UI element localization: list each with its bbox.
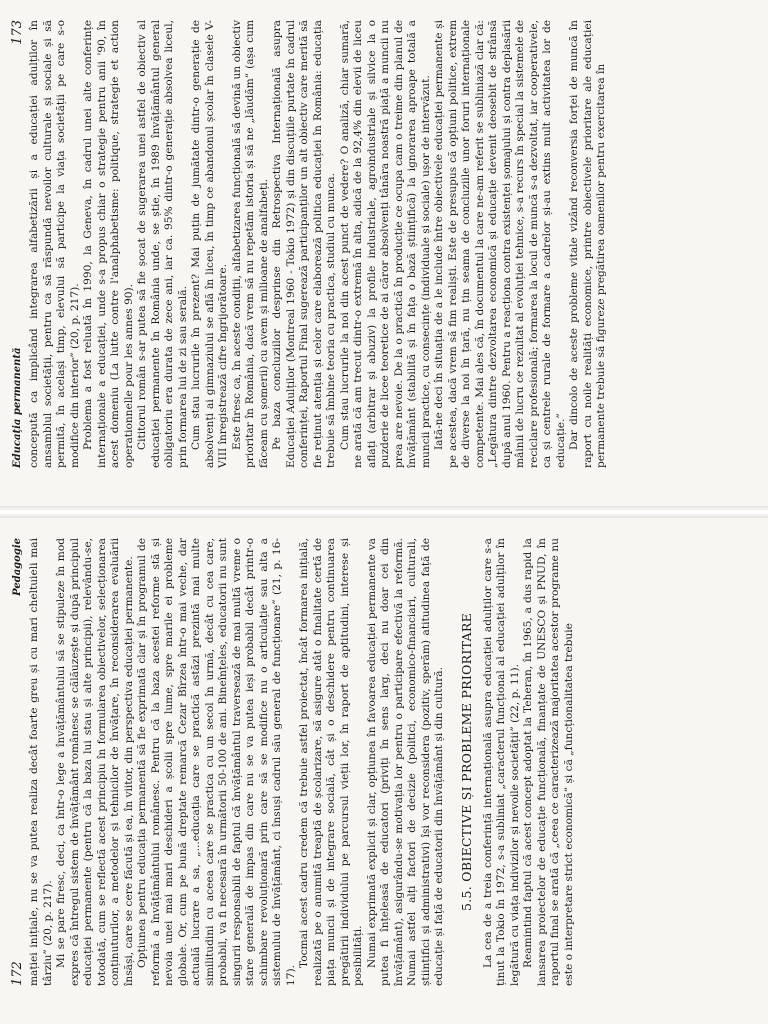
section-title: 5.5. OBIECTIVE ȘI PROBLEME PRIORITARE [458,613,474,912]
paragraph: Problema a fost reluată în 1990, la Geneva, în cadrul unei alte conferințe internaționale a educației, unde s-a propus chiar o strategie pentru anii '90, în acest domeniu (La lutte contre l'analphabetisme: politique, strategie et action operationnelle pour les annes 90). [82,20,135,468]
paragraph: Dar dincolo de aceste probleme vitale vizând reconversia forței de muncă în raport cu noile realități economice, printre obiectivele prioritare ale educației permanente trebuie să figureze pregătirea oamenilor pentru exercitarea în [568,20,607,468]
paragraph: Iată-ne deci în situația de a le include între obiectivele educației permanente și pe acestea, dacă vrem să fim realiști. Este de presupus că opțiuni politice, extrem de diverse la noi în țară, nu țin seama de concluziile unor foruri internaționale competente. Mai ales că, în documentul la care ne-am referit se subliniază clar că: „Legătura dintre dezvoltarea economică și educație devenit deosebit de strânsă după anul 1960. Pentru a reacționa contra existenței șomajului și contra deplasării mâinii de lucru ce rezultat al evoluției tehnice, s-a recurs în special la sistemele de reciclare profesională; formarea la locul de muncă s-a dezvoltat, iar cooperativele, ca și centrele rurale de formare a cadrelor și-au extins mult activitatea lor de educație.” [433,20,567,468]
paragraph: Cititorul român s-ar putea să fie șocat de sugerarea unei astfel de obiectiv al educației permanente în România unde, se știe, în 1989 învățământul general obligatoriu era durata de zece ani, iar ca. 95% dintr-o generație absolvea liceul, prin formarea lui de zi sau serală. [136,20,189,468]
paragraph: Mi se pare firesc, deci, ca într-o lege a învățământului să se stipuleze în mod expres că întregul sistem de învățământ românesc se călăuzește și după principiul educației permanente (pentru că la baza lui stau și alte principii), relevându-se, totodată, cum se reflectă acest principiu în formularea obiectivelor, selecționarea conținuturilor, a metodelor și tehnicilor de învățare, în reconsiderarea evaluării însăși, care se cere făcută și ea, în viitor, din perspectiva educației permanente. [55,538,135,986]
paragraph: La cea de a treia conferință internațională asupra educației adulților care s-a ținut la Tokio în 1972, s-a subliniat „caracterul funcțional al educației adulților în legătură cu viața indivizilor și nevoile societății” (22, p. 11). [481,538,521,986]
running-head: Educația permanentă [12,347,23,468]
paragraph: Opțiunea pentru educația permanentă să fie exprimată clar și în programul de reformă a învățământului românesc. Pentru că la baza acestei reforme stă și nevoia unei mai mari deschideri a școlii spre lume, spre marile ei probleme globale. Or, cum pe bună dreptate remarcă Cezar Bîrzea într-o mai veche, dar actuală lucrare a sa, „...educația care se practică astăzi prezintă mai multe similitudini cu aceea care se practica cu un secol în urmă, decât cu cea care, probabil, va fi necesară în următorii 50-100 de ani. Bineînțeles, educatorii nu sunt singurii responsabili de faptul că învățământul traversează de mai multă vreme o stare generală de impas din care nu se va putea ieși probabil decât printr-o schimbare revoluționară prin care să se modifice nu o articulație sau alta a sistemului de învățământ, ci însuși cadrul său general de funcționare” (21, p. 16-17). [136,538,297,986]
running-head: Pedagogie [12,538,23,596]
paragraph: concepută ca implicând integrarea alfabetizării și a educației adulților în ansamblul societății, pentru ca să răspundă nevoilor culturale și sociale și să permită, în același timp, elevului să participe la viața societății pe care s-o modifice din interior” (20, p. 217). [28,20,81,468]
right-page-header [10,20,28,468]
paragraph: Reamintind faptul că acest concept adoptat la Teheran, în 1965, a dus rapid la lansarea proiectelor de educație funcțională, finanțate de UNESCO și PNUD, în raportul final se arată că „ceea ce caracterizează majoritatea acestor programe nu este o interpretare strict economică” și că „funcționalitatea trebuie [522,538,575,986]
left-page-header [10,538,28,986]
paragraph: Numai exprimată explicit și clar, opțiunea în favoarea educației permanente va putea fi înțeleasă de educatori (priviți în sens larg, deci nu doar cei din învățământ), asigurându-se motivația lor pentru o participare efectivă la reformă. Numai astfel alți factori de decizie (politici, economico-financiari, culturali, științifici și administrativi) își vor reconsidera (pozitiv, sperăm) atitudinea față de educație și față de educatorii din învățământ și din cultură. [365,538,445,986]
paragraph: Tocmai acest cadru credem că trebuie astfel proiectat, încât formarea inițială, realizată pe o anumită treaptă de școlarizare, să asigure atât o finalitate certă de piața muncii și de integrare socială, cât și o deschidere pentru continuarea pregătirii individului pe parcursul vieții lor, în raport de aptitudini, interese și posibilități. [298,538,364,986]
paragraph: mației inițiale, nu se va putea realiza decât foarte greu și cu mari cheltuieli mai târziu” (20, p. 217). [28,538,54,986]
paragraph: Cum stau lucrurile în prezent? Mai puțin de jumătate dintr-o generație de absolvenți ai gimnaziului se află în liceu, în timp ce abandonul școlar în clasele V-VIII înregistrează cifre îngrijorătoare. [190,20,229,468]
page-number: 173 [10,20,25,45]
paragraph: Cum stau lucrurile la noi din acest punct de vedere? O analiză, chiar sumară, ne arată că am trecut dintr-o extremă în alta, adică de la 92,4% din elevii de liceu aflați (arbitrar și abuziv) la profile industriale, agroindustriale și silvice la o puzderie de licee teoretice de ai căror absolvenți tânăra noastră piață a muncii nu prea are nevoie. De la o practică în producție ce ocupa cam o treime din planul de învățământ (stabilită și în fața o bază științifică) la ignorarea aproape totală a muncii practice, cu consecințe (individuale și sociale) ușor de intervăzut. [338,20,432,468]
paragraph: Pe baza concluziilor desprinse din Retrospectiva Internațională asupra Educației Adulților (Montreal 1960 - Tokio 1972) și din discuțiile purtate în cadrul conferinței, Raportul Final sugerează participanților un alt obiectiv care merită să fie reținut atenția și celor care elaborează politica educației în România: educația trebuie să îmbine teoria cu practica, studiul cu munca. [271,20,337,468]
page-number: 172 [10,961,25,986]
left-page [0,518,768,1024]
book-gutter [0,506,768,518]
right-page [0,0,768,506]
paragraph: Este firesc ca, în aceste condiții, alfabetizarea funcțională să devină un obiectiv prioritar în România, dacă vrem să nu repetăm istoria și să ne „lăudăm” (așa cum făceam cu șomerii) cu avem și milioane de analfabeți. [230,20,270,468]
